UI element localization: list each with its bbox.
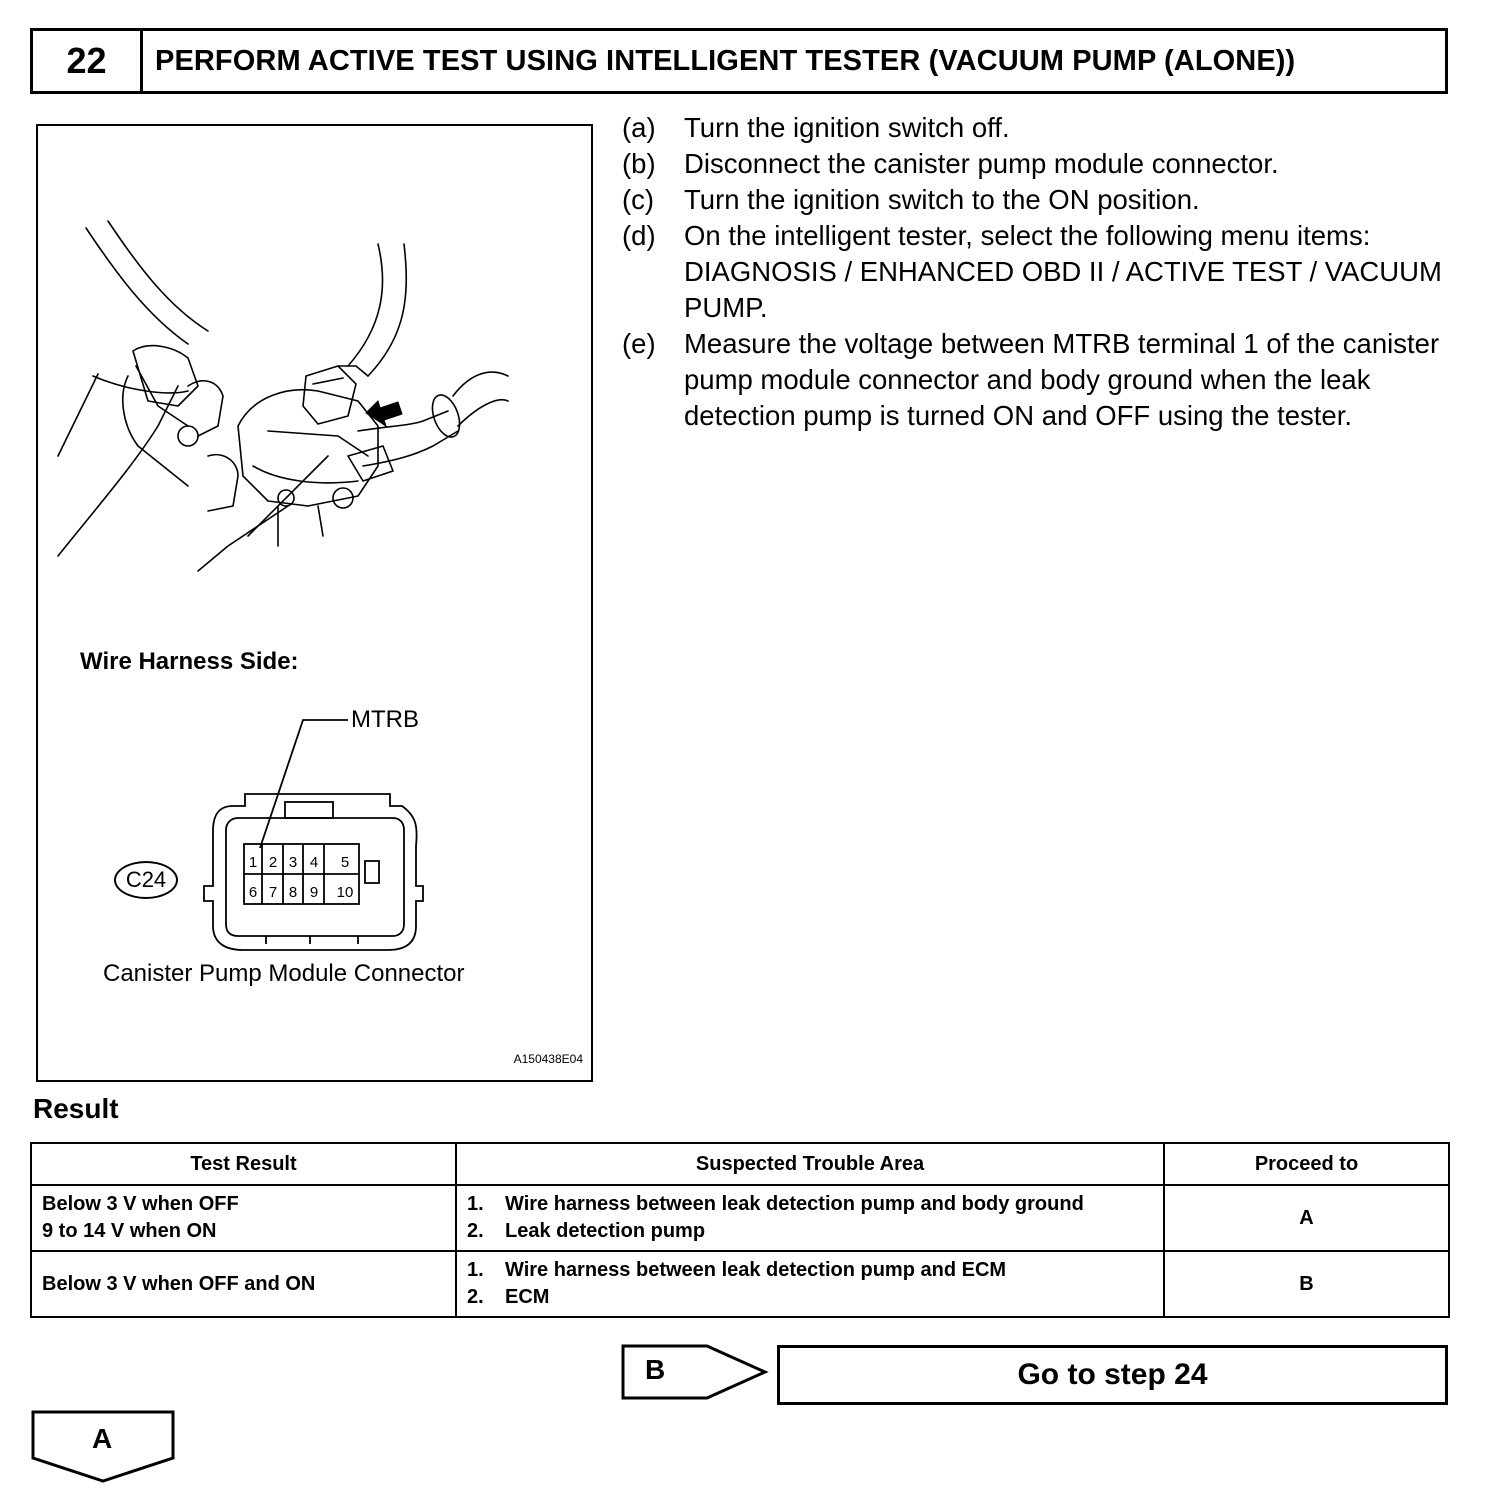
step-number: 22 [33,31,143,91]
illustration-box [36,124,593,1082]
test-result-cell [31,1185,456,1251]
test-result-line: Below 3 V when OFF [42,1193,239,1215]
pin-7: 7 [268,884,278,901]
list-text: Wire harness between leak detection pump and body ground [505,1193,1084,1215]
pin-10: 10 [336,884,354,901]
table-row [31,1251,1449,1317]
pin-3: 3 [288,854,298,871]
pin-9: 9 [309,884,319,901]
branch-a-marker[interactable] [31,1410,177,1489]
test-result-line: 9 to 14 V when ON [42,1220,217,1242]
column-header: Test Result [31,1143,456,1185]
pin-8: 8 [288,884,298,901]
step-item [622,218,1462,326]
terminal-label: MTRB [351,706,419,733]
go-to-step-button[interactable]: Go to step 24 [777,1345,1448,1405]
list-number: 2. [467,1220,484,1242]
result-table [30,1142,1450,1318]
table-row [31,1185,1449,1251]
list-number: 1. [467,1259,484,1281]
engine-component-illustration [38,126,595,1084]
procedure-steps [622,110,1462,434]
result-heading: Result [33,1093,119,1124]
step-text: Measure the voltage between MTRB terminal 1 of the canister pump module connector and body ground when the leak detection pump is turned ON and OFF using the tester. [684,328,1440,431]
table-header-row [31,1143,1449,1185]
branch-arrow-shape [621,1344,771,1402]
list-text: Wire harness between leak detection pump and ECM [505,1259,1007,1281]
pin-5: 5 [340,854,350,871]
step-item [622,182,1462,218]
test-result-line: Below 3 V when OFF and ON [42,1272,316,1295]
trouble-area-cell [456,1185,1164,1251]
step-item [622,110,1462,146]
branch-a-label: A [92,1423,113,1454]
step-letter: (b) [622,148,656,179]
step-letter: (d) [622,220,656,251]
step-header [30,28,1448,94]
pin-1: 1 [248,854,258,871]
proceed-cell: B [1164,1251,1449,1317]
list-number: 1. [467,1193,484,1215]
list-item [467,1218,1153,1245]
proceed-cell: A [1164,1185,1449,1251]
step-letter: (c) [622,184,655,215]
list-item [467,1257,1153,1284]
test-result-cell [31,1251,456,1317]
pin-6: 6 [248,884,258,901]
step-text: Disconnect the canister pump module connector. [684,148,1279,179]
branch-b-marker[interactable] [621,1344,771,1407]
trouble-area-cell [456,1251,1164,1317]
column-header: Proceed to [1164,1143,1449,1185]
pin-4: 4 [309,854,319,871]
list-number: 2. [467,1286,484,1308]
connector-diagram [204,794,423,950]
step-text: Turn the ignition switch to the ON position. [684,184,1200,215]
connector-code: C24 [114,861,178,899]
wire-harness-side-label: Wire Harness Side: [80,648,299,675]
figure-code: A150438E04 [513,1052,583,1066]
step-letter: (a) [622,112,656,143]
column-header: Suspected Trouble Area [456,1143,1164,1185]
list-item [467,1191,1153,1218]
step-text: Turn the ignition switch off. [684,112,1010,143]
step-item [622,146,1462,182]
connector-caption: Canister Pump Module Connector [103,960,465,987]
branch-b-label: B [645,1354,666,1385]
pin-2: 2 [268,854,278,871]
step-letter: (e) [622,328,656,359]
list-text: ECM [505,1286,550,1308]
list-text: Leak detection pump [505,1220,706,1242]
step-text: On the intelligent tester, select the following menu items: DIAGNOSIS / ENHANCED OBD II / ACTIVE TEST / VACUUM PUMP. [684,220,1442,323]
list-item [467,1284,1153,1311]
step-title: PERFORM ACTIVE TEST USING INTELLIGENT TESTER (VACUUM PUMP (ALONE)) [155,45,1296,77]
step-item [622,326,1462,434]
